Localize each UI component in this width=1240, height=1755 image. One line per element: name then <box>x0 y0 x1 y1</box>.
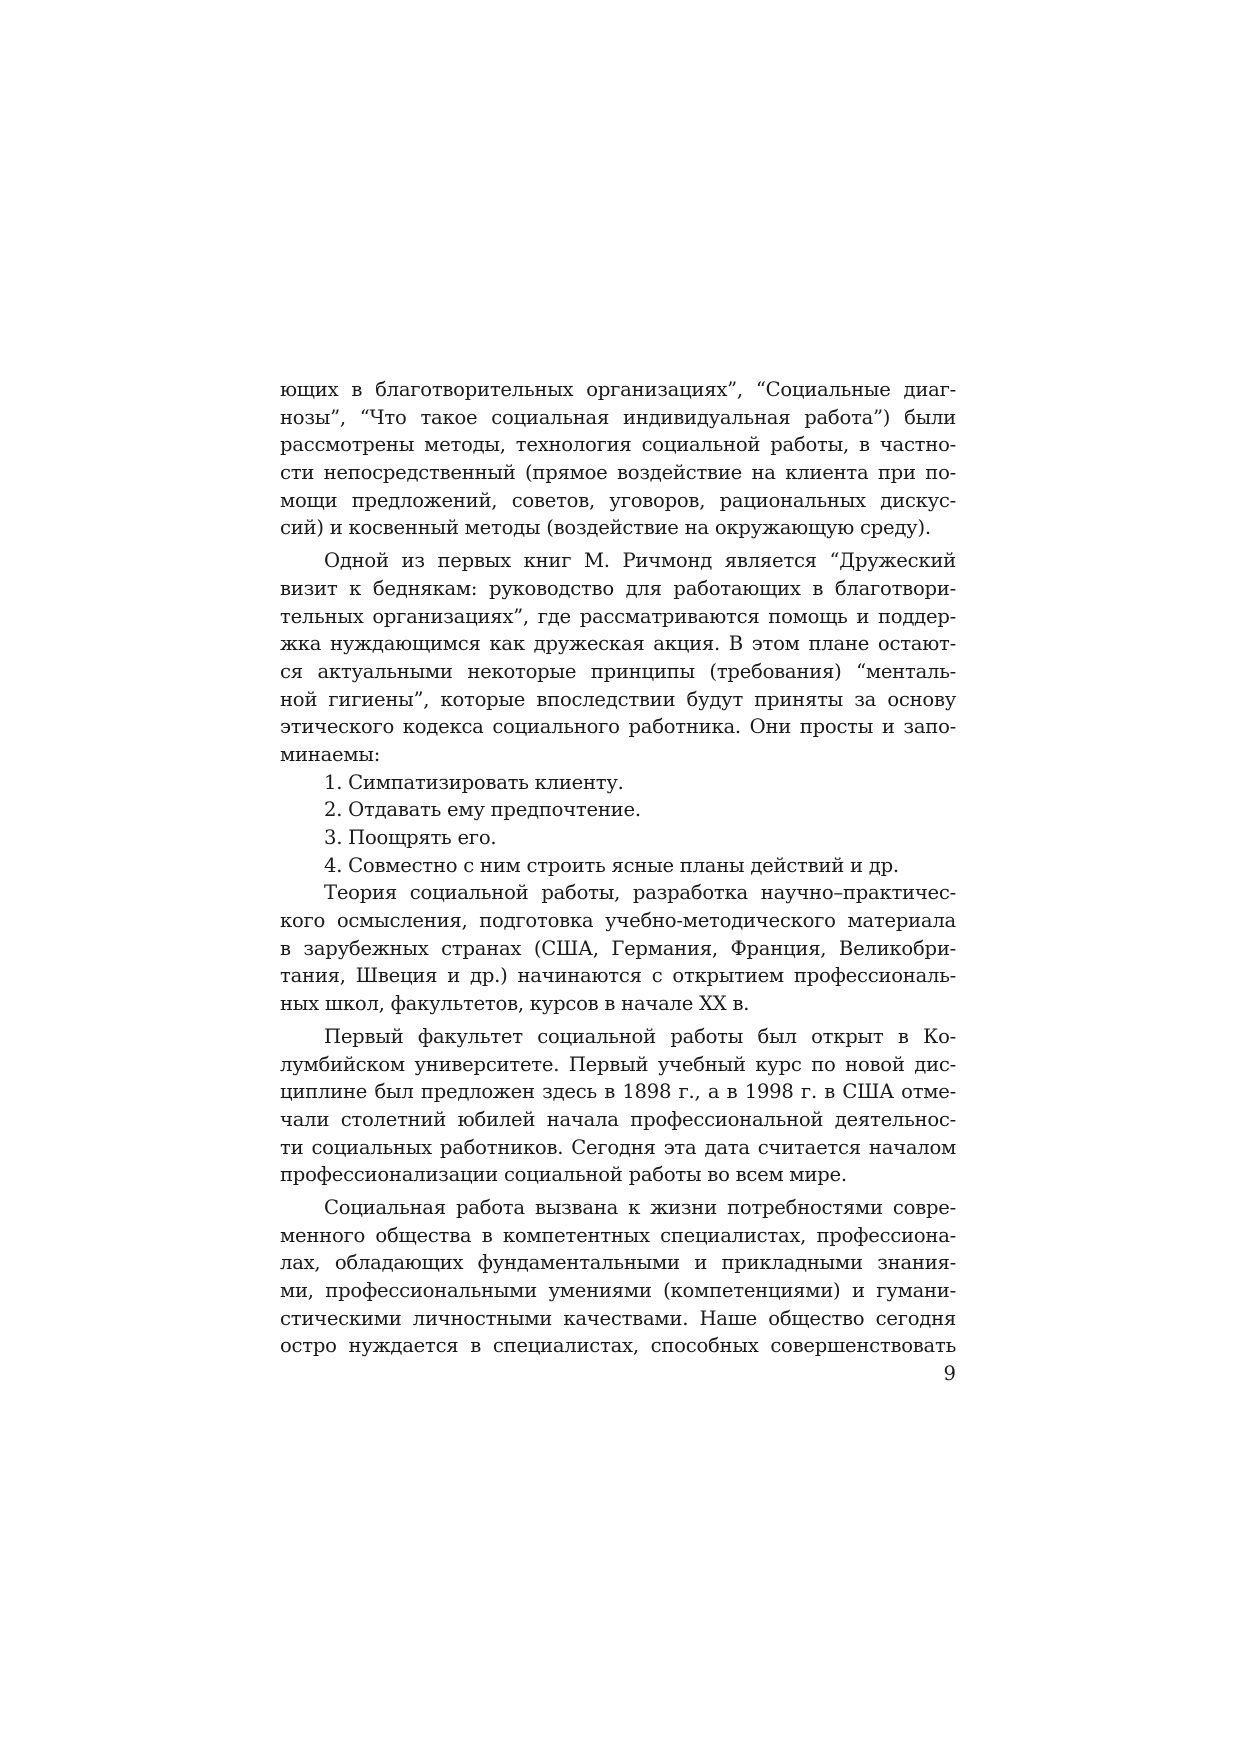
paragraph-2 <box>280 547 956 769</box>
text-line: тельных организациях”, где рассматриваются помощь и поддер- <box>280 604 956 628</box>
paragraph-4 <box>280 1023 956 1189</box>
text-line: ти социальных работников. Сегодня эта дата считается началом <box>280 1135 956 1159</box>
text-line: остро нуждается в специалистах, способных совершенствовать <box>280 1334 956 1358</box>
text-line: ной гигиены”, которые впоследствии будут приняты за основу <box>280 687 956 711</box>
list-item: 1. Симпатизировать клиенту. <box>324 770 624 794</box>
text-line: Первый факультет социальной работы был открыт в Ко- <box>324 1024 956 1048</box>
text-line: лумбийском университете. Первый учебный курс по новой дис- <box>280 1052 956 1076</box>
page-number: 9 <box>943 1362 956 1385</box>
text-line: циплине был предложен здесь в 1898 г., а в 1998 г. в США отме- <box>280 1080 956 1104</box>
text-line: тания, Швеция и др.) начинаются с открытием профессиональ- <box>280 964 956 988</box>
text-line: этического кодекса социального работника. Они просты и запо- <box>280 715 956 739</box>
list-item: 4. Совместно с ним строить ясные планы действий и др. <box>324 853 899 877</box>
text-line: минаемы: <box>280 742 381 766</box>
list-item: 3. Поощрять его. <box>324 826 497 849</box>
text-line: рассмотрены методы, технология социальной работы, в частно- <box>280 433 956 457</box>
text-line: сти непосредственный (прямое воздействие на клиента при по- <box>280 461 956 485</box>
text-line: нозы”, “Что такое социальная индивидуальная работа”) были <box>280 405 956 429</box>
text-line: Социальная работа вызвана к жизни потребностями совре- <box>324 1195 956 1219</box>
text-line: ющих в благотворительных организациях”, “Социальные диаг- <box>280 378 956 401</box>
text-line: кого осмысления, подготовка учебно-методического материала <box>280 909 956 933</box>
paragraph-3 <box>280 879 956 1017</box>
paragraph-1 <box>280 376 956 542</box>
text-line: менного общества в компетентных специалистах, профессиона- <box>280 1223 956 1247</box>
text-line: в зарубежных странах (США, Германия, Франция, Великобри- <box>280 936 956 960</box>
text-line: мощи предложений, советов, уговоров, рациональных дискус- <box>280 488 956 512</box>
text-line: лах, обладающих фундаментальными и прикладными знания- <box>280 1251 956 1275</box>
list-item: 2. Отдавать ему предпочтение. <box>324 798 641 822</box>
text-line: жка нуждающимся как дружеская акция. В этом плане остают- <box>280 632 956 656</box>
page-body-text <box>280 376 956 1360</box>
text-line: Одной из первых книг М. Ричмонд является “Дружеский <box>324 549 956 573</box>
text-line: ных школ, факультетов, курсов в начале XX в. <box>280 992 750 1016</box>
text-line: сий) и косвенный методы (воздействие на окружающую среду). <box>280 516 931 540</box>
text-line: Теория социальной работы, разработка научно–практичес- <box>324 881 956 905</box>
paragraph-5 <box>280 1194 956 1360</box>
text-line: стическими личностными качествами. Наше общество сегодня <box>280 1306 956 1330</box>
text-line: ми, профессиональными умениями (компетенциями) и гумани- <box>280 1279 956 1302</box>
numbered-list <box>280 769 956 880</box>
text-line: профессионализации социальной работы во всем мире. <box>280 1163 847 1187</box>
text-line: чали столетний юбилей начала профессиональной деятельнос- <box>280 1107 956 1131</box>
text-line: визит к беднякам: руководство для работающих в благотвори- <box>280 576 956 600</box>
text-line: ся актуальными некоторые принципы (требования) “менталь- <box>280 659 956 683</box>
